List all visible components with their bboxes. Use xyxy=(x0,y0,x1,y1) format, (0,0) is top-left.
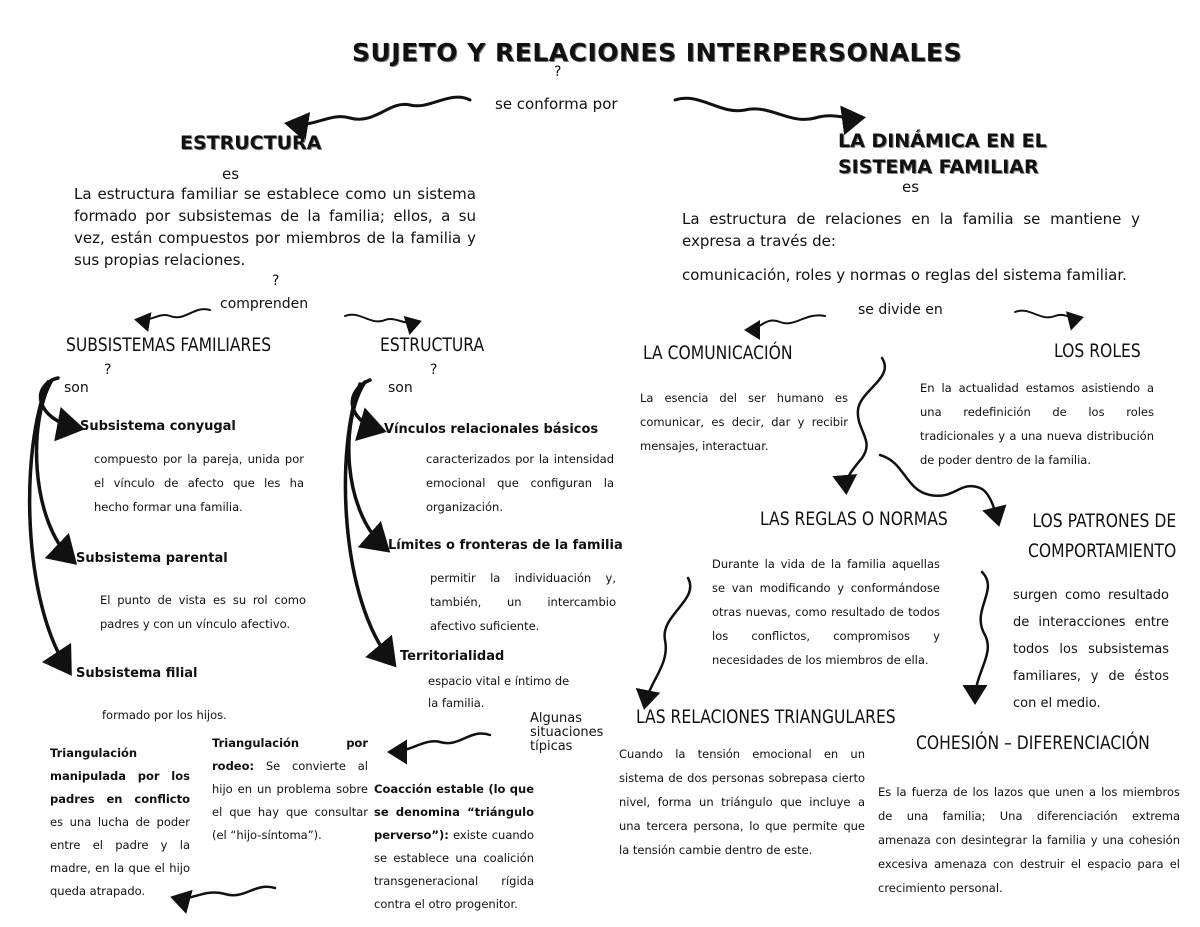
patrones-text: surgen como resultado de interacciones entre todos los subsistemas familiares, y de éstos con el medio. xyxy=(1013,588,1169,711)
dinamica-heading xyxy=(838,128,1047,180)
estructura-description: La estructura familiar se establece como un sistema formado por subsistemas de la familia; ellos, a su vez, están compuestos por miembros de la familia y sus propias relaciones. xyxy=(74,185,476,269)
limites-text: permitir la individuación y, también, un intercambio afectivo suficiente. xyxy=(430,571,616,633)
main-title: SUJETO Y RELACIONES INTERPERSONALES xyxy=(352,38,963,67)
dinamica-description-2: comunicación, roles y normas o reglas del sistema familiar. xyxy=(682,266,1127,284)
arrow-to-comunicacion xyxy=(748,315,825,330)
subsistema-filial-text: formado por los hijos. xyxy=(102,708,227,722)
estructura2-heading: ESTRUCTURA xyxy=(380,334,485,356)
cohesion-text: Es la fuerza de los lazos que unen a los miembros de una familia; Una diferenciación extrema amenaza con desintegrar la familia y una cohesión excesiva amenaza con destruir el espacio para el crecimiento personal. xyxy=(878,785,1180,895)
dinamica-description-1: La estructura de relaciones en la familia se mantiene y expresa a través de: xyxy=(682,210,1140,250)
arrow-to-cohesion xyxy=(975,572,988,700)
subsistema-parental-text: El punto de vista es su rol como padres y con un vínculo afectivo. xyxy=(100,593,306,631)
situaciones-label: Algunas situaciones típicas xyxy=(530,711,604,754)
arrow-to-reglas xyxy=(846,358,885,490)
estructura-heading: ESTRUCTURA xyxy=(180,132,322,154)
patrones-heading-line2: COMPORTAMIENTO xyxy=(1028,540,1177,562)
subsistemas-heading: SUBSISTEMAS FAMILIARES xyxy=(66,334,272,356)
arrow-to-estructura2 xyxy=(345,315,418,323)
territorialidad-text: espacio vital e íntimo de la familia. xyxy=(428,674,570,710)
se-conforma-por-label: se conforma por xyxy=(495,95,618,113)
estructura2-son-label: son xyxy=(388,380,413,396)
question-mark: ? xyxy=(104,362,112,378)
dinamica-heading-line2: SISTEMA FAMILIAR xyxy=(838,156,1039,178)
subsistema-parental-title: Subsistema parental xyxy=(76,551,228,566)
vinculos-title: Vínculos relacionales básicos xyxy=(384,422,599,437)
reglas-heading: LAS REGLAS O NORMAS xyxy=(760,508,948,530)
triangulacion-rodeo-title: Triangulación por rodeo: xyxy=(212,736,368,773)
triangulacion-rodeo-text: Se convierte al hijo en un problema sobre el que hay que consultar (el “hijo-síntoma”). xyxy=(212,759,368,842)
se-divide-en-label: se divide en xyxy=(858,302,943,318)
subsistema-filial-title: Subsistema filial xyxy=(76,666,198,681)
dinamica-es-label: es xyxy=(902,178,920,196)
vinculos-text: caracterizados por la intensidad emocional que configuran la organización. xyxy=(426,452,614,514)
question-mark: ? xyxy=(554,64,562,80)
reglas-text: Durante la vida de la familia aquellas se van modificando y conformándose otras nuevas, como resultado de todos los conflictos, compromisos y necesidades de los miembros de ella. xyxy=(712,557,940,667)
arrow-manipulada xyxy=(175,887,275,899)
subsistema-conyugal-text: compuesto por la pareja, unida por el vínculo de afecto que les ha hecho formar una familia. xyxy=(94,452,304,514)
estructura-es-label: es xyxy=(222,165,240,183)
comunicacion-heading: LA COMUNICACIÓN xyxy=(643,342,793,364)
coaccion-estable-title: Coacción estable (lo que se denomina “triángulo perverso”): xyxy=(374,782,534,842)
bracket-parental xyxy=(37,380,72,560)
triangulares-heading: LAS RELACIONES TRIANGULARES xyxy=(636,706,896,728)
question-mark: ? xyxy=(430,362,438,378)
roles-heading: LOS ROLES xyxy=(1054,340,1141,362)
comprenden-label: comprenden xyxy=(220,296,309,312)
question-mark: ? xyxy=(272,273,280,289)
dinamica-heading-line1: LA DINÁMICA EN EL xyxy=(838,130,1047,152)
limites-title: Límites o fronteras de la familia xyxy=(388,538,623,553)
coaccion-estable xyxy=(374,778,534,916)
subsistema-conyugal-title: Subsistema conyugal xyxy=(80,419,236,434)
triangulacion-manipulada-title: Triangulación manipulada por los padres en conflicto xyxy=(50,746,190,806)
subsistemas-son-label: son xyxy=(64,380,89,396)
roles-text: En la actualidad estamos asistiendo a una redefinición de los roles tradicionales y a una nueva distribución de poder dentro de la familia. xyxy=(920,381,1154,467)
triangulares-text: Cuando la tensión emocional en un sistema de dos personas sobrepasa cierto nivel, forma un triángulo que incluye a una tercera persona, lo que permite que la tensión cambie dentro de este. xyxy=(619,747,865,857)
cohesion-heading: COHESIÓN – DIFERENCIACIÓN xyxy=(916,732,1150,754)
patrones-heading-line1: LOS PATRONES DE xyxy=(1032,510,1177,532)
triangulacion-manipulada-text: es una lucha de poder entre el padre y la madre, en la que el hijo queda atrapado. xyxy=(50,815,190,898)
territorialidad-title: Territorialidad xyxy=(400,649,505,664)
patrones-heading xyxy=(1028,506,1176,566)
comunicacion-text: La esencia del ser humano es comunicar, es decir, dar y recibir mensajes, interactuar. xyxy=(640,391,848,453)
triangulacion-manipulada xyxy=(50,742,190,903)
arrow-to-dinamica xyxy=(675,98,860,119)
arrow-to-subsistemas xyxy=(138,309,210,320)
coaccion-estable-text: existe cuando se establece una coalición transgeneracional rígida contra el otro progenitor. xyxy=(374,828,534,911)
arrow-to-roles xyxy=(1015,311,1080,319)
triangulacion-rodeo xyxy=(212,732,368,847)
arrow-to-estructura xyxy=(290,97,470,124)
arrow-to-triangulares xyxy=(645,578,690,705)
arrow-situaciones xyxy=(392,733,490,752)
